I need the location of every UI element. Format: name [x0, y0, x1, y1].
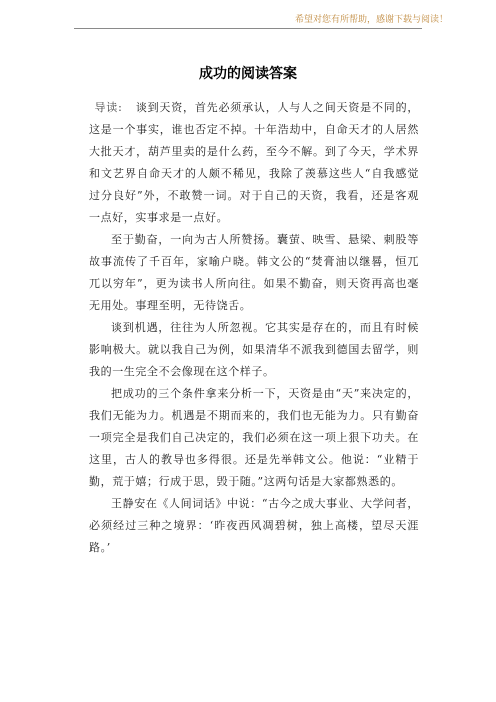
document-title: 成功的阅读答案 — [199, 66, 297, 82]
document-body — [89, 97, 419, 559]
header-divider — [74, 28, 422, 29]
header-note: 希望对您有所帮助，感谢下载与阅读！ — [294, 15, 448, 25]
paragraph: 谈到机遇，往往为人所忽视。它其实是存在的，而且有时候影响极大。就以我自己为例，如果清华不派我到德国去留学，则我的一生完全不会像现在这个样子。 — [89, 321, 419, 378]
paragraph: 王静安在《人间词话》中说：“古今之成大事业、大学问者，必须经过三种之境界：‘昨夜西风凋碧树，独上高楼，望尽天涯路。’ — [89, 497, 419, 554]
paragraph: 把成功的三个条件拿来分析一下，天资是由“天”来决定的，我们无能为力。机遇是不期而来的，我们也无能为力。只有勤奋一项完全是我们自己决定的，我们必须在这一项上狠下功夫。在这里，古人的教导也多得很。还是先举韩文公。他说：“业精于勤，荒于嬉；行成于思，毁于随。”这两句话是大家都熟悉的。 — [89, 387, 419, 488]
lead-label: 导读: — [94, 101, 123, 114]
paragraph-lead — [89, 97, 419, 229]
paragraph-text: 谈到天资，首先必须承认，人与人之间天资是不同的，这是一个事实，谁也否定不掉。十年浩劫中，自命天才的人居然大批天才，葫芦里卖的是什么药，至今不解。到了今天，学术界和文艺界自命天才的人颇不稀见，我除了羡慕这些人“自我感觉过分良好”外，不敢赞一词。对于自己的天资，我看，还是客观一点好，实事求是一点好。 — [89, 101, 419, 224]
paragraph: 至于勤奋，一向为古人所赞扬。囊萤、映雪、悬梁、刺股等故事流传了千百年，家喻户晓。韩文公的“焚膏油以继晷，恒兀兀以穷年”，更为读书人所向往。如果不勤奋，则天资再高也毫无用处。事理至明，无待饶舌。 — [89, 233, 419, 312]
